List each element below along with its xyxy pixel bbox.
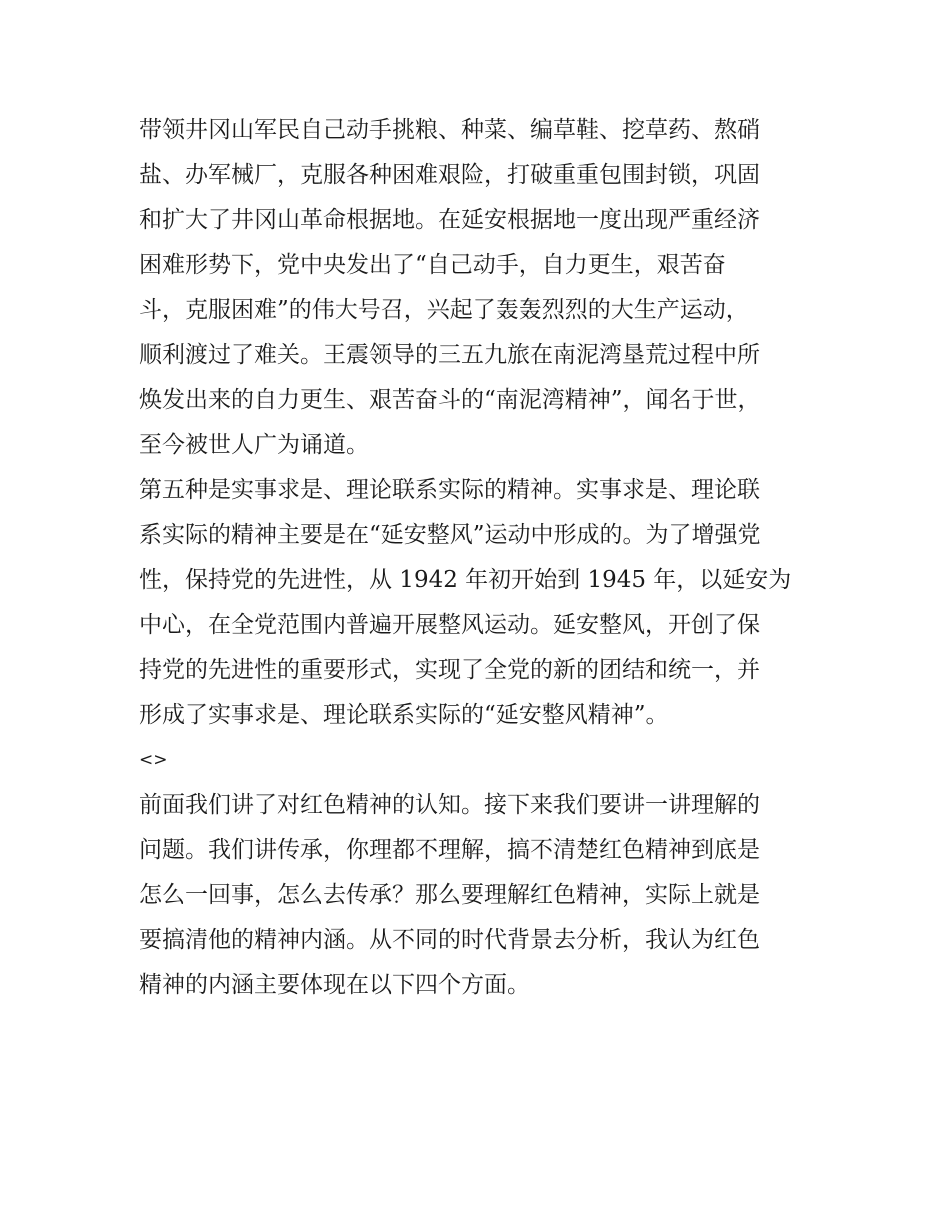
document-body (139, 108, 813, 1008)
text-line: 中心，在全党范围内普遍开展整风运动。延安整风，开创了保 (139, 612, 760, 638)
text-line: 系实际的精神主要是在“延安整风”运动中形成的。为了增强党 (139, 522, 761, 548)
text-line: 困难形势下，党中央发出了“自己动手，自力更生，艰苦奋 (139, 252, 726, 278)
section-marker: <> (139, 750, 168, 770)
text-line: 性，保持党的先进性，从 1942 年初开始到 1945 年，以延安为 (139, 567, 792, 593)
text-line: 要搞清他的精神内涵。从不同的时代背景去分析，我认为红色 (139, 927, 760, 953)
text-line: 问题。我们讲传承，你理都不理解，搞不清楚红色精神到底是 (139, 837, 760, 863)
text-line: 形成了实事求是、理论联系实际的“延安整风精神”。 (139, 702, 669, 728)
text-line: 盐、办军械厂，克服各种困难艰险，打破重重包围封锁，巩固 (139, 162, 760, 188)
text-line: 持党的先进性的重要形式，实现了全党的新的团结和统一，并 (139, 657, 760, 683)
paragraph-understanding (139, 783, 813, 1008)
text-line: 和扩大了井冈山革命根据地。在延安根据地一度出现严重经济 (139, 207, 760, 233)
text-line: 怎么一回事，怎么去传承？那么要理解红色精神，实际上就是 (139, 882, 760, 908)
text-line: 第五种是实事求是、理论联系实际的精神。实事求是、理论联 (139, 477, 760, 503)
paragraph-seek-truth (139, 468, 813, 738)
text-line: 斗，克服困难”的伟大号召，兴起了轰轰烈烈的大生产运动， (139, 297, 749, 323)
text-line: 焕发出来的自力更生、艰苦奋斗的“南泥湾精神”，闻名于世， (139, 387, 761, 413)
text-line: 至今被世人广为诵道。 (139, 432, 369, 458)
paragraph-self-reliance (139, 108, 813, 468)
text-line: 带领井冈山军民自己动手挑粮、种菜、编草鞋、挖草药、熬硝 (139, 117, 760, 143)
text-line: 前面我们讲了对红色精神的认知。接下来我们要讲一讲理解的 (139, 792, 760, 818)
text-line: 顺利渡过了难关。王震领导的三五九旅在南泥湾垦荒过程中所 (139, 342, 760, 368)
text-line: 精神的内涵主要体现在以下四个方面。 (139, 972, 530, 998)
